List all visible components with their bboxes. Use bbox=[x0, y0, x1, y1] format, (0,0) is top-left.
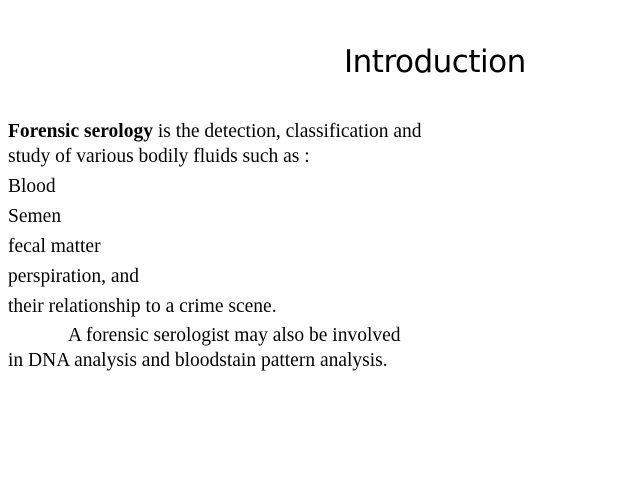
intro-term: Forensic serology bbox=[8, 121, 153, 142]
paragraph2-line-1: A forensic serologist may also be involved bbox=[68, 325, 401, 346]
list-item-crime-scene: their relationship to a crime scene. bbox=[8, 296, 277, 317]
list-item-semen: Semen bbox=[8, 206, 62, 227]
intro-line-2: study of various bodily fluids such as : bbox=[8, 146, 310, 167]
list-item-perspiration: perspiration, and bbox=[8, 266, 140, 287]
intro-line-1-rest: is the detection, classification and bbox=[152, 121, 422, 142]
list-item-fecal-matter: fecal matter bbox=[8, 236, 101, 257]
slide-body bbox=[8, 119, 608, 373]
intro-line-1 bbox=[8, 119, 608, 144]
slide-title: Introduction bbox=[344, 44, 526, 80]
paragraph2-line-2: in DNA analysis and bloodstain pattern analysis. bbox=[8, 350, 388, 371]
list-item-blood: Blood bbox=[8, 176, 56, 197]
